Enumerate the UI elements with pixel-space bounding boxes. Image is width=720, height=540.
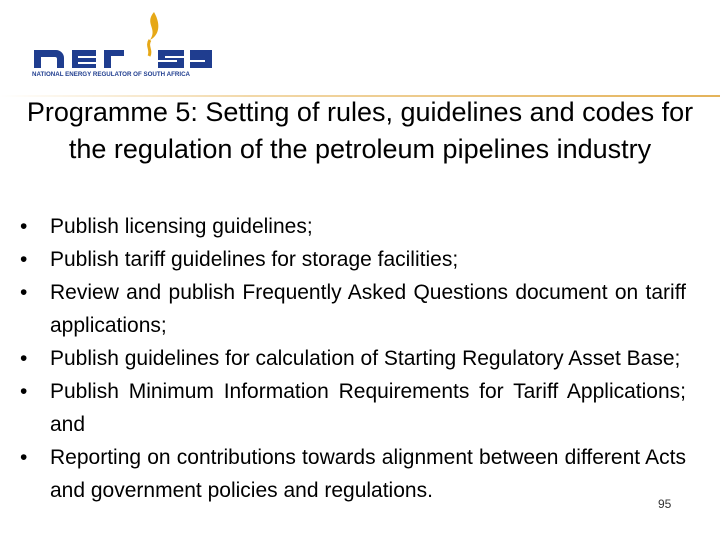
bullet-marker: • (20, 281, 28, 304)
flame-stem-icon (149, 40, 150, 56)
bullet-text: Publish guidelines for calculation of Starting Regulatory Asset Base; (50, 347, 681, 370)
bullet-item (18, 210, 686, 243)
page-number: 95 (658, 497, 672, 511)
bullet-item (18, 243, 686, 276)
bullet-text: Publish tariff guidelines for storage facilities; (50, 248, 459, 271)
bullet-text: Reporting on contributions towards alignment between different Acts and government policies and regulations. (50, 446, 686, 502)
slide-title: Programme 5: Setting of rules, guidelines and codes for the regulation of the petroleum pipelines industry (26, 97, 694, 164)
bullet-text: Review and publish Frequently Asked Questions document on tariff applications; (50, 281, 686, 337)
nersa-logo-graphic (28, 10, 218, 80)
bullet-text: Publish licensing guidelines; (50, 215, 313, 238)
bullet-marker: • (20, 380, 28, 403)
bullet-marker: • (20, 347, 28, 370)
bullet-marker: • (20, 248, 28, 271)
bullet-marker: • (20, 215, 28, 238)
bullet-item (18, 375, 686, 441)
bullet-item (18, 342, 686, 375)
bullet-item (18, 441, 686, 507)
bullet-text: Publish Minimum Information Requirements for Tariff Applications; and (50, 380, 686, 436)
bullet-marker: • (20, 446, 28, 469)
logo-tagline: NATIONAL ENERGY REGULATOR OF SOUTH AFRICA (32, 71, 191, 78)
nersa-logo (28, 10, 218, 80)
bullet-item (18, 276, 686, 342)
wordmark-graphic (34, 50, 212, 68)
bullet-list (18, 210, 686, 507)
flame-icon (150, 12, 158, 40)
